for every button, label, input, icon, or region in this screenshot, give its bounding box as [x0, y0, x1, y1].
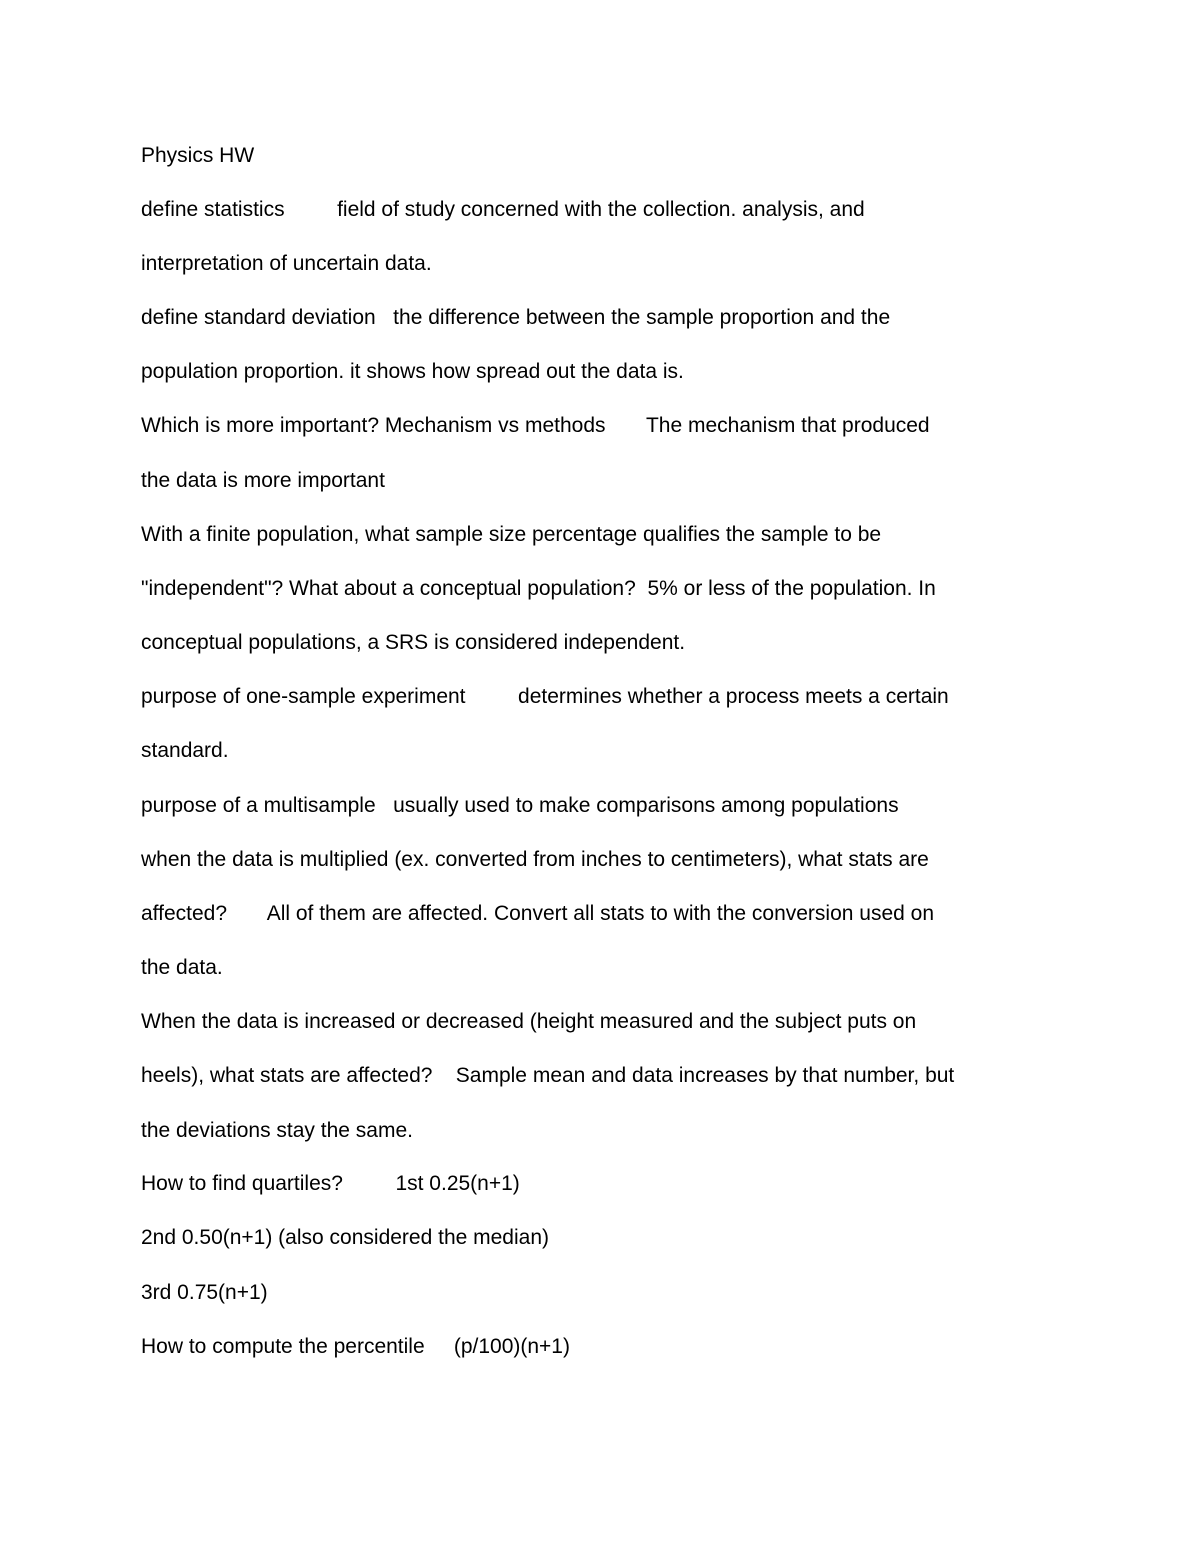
text-line: the data. — [141, 956, 223, 979]
text-line: heels), what stats are affected? Sample mean and data increases by that number, but — [141, 1064, 955, 1087]
text-line: 3rd 0.75(n+1) — [141, 1281, 268, 1304]
text-line: the data is more important — [141, 469, 385, 492]
text-line: How to compute the percentile (p/100)(n+1) — [141, 1335, 570, 1358]
text-line: when the data is multiplied (ex. converted from inches to centimeters), what stats are — [141, 848, 929, 871]
text-line: define statistics field of study concerned with the collection. analysis, and — [141, 198, 865, 221]
text-line: define standard deviation the difference between the sample proportion and the — [141, 306, 891, 329]
text-line: With a finite population, what sample size percentage qualifies the sample to be — [141, 523, 882, 546]
text-line: the deviations stay the same. — [141, 1119, 413, 1142]
text-line: interpretation of uncertain data. — [141, 252, 432, 275]
text-line: population proportion. it shows how spread out the data is. — [141, 360, 684, 383]
text-line: affected? All of them are affected. Convert all stats to with the conversion used on — [141, 902, 935, 925]
document-title: Physics HW — [141, 144, 255, 167]
text-line: purpose of a multisample usually used to make comparisons among populations — [141, 794, 899, 817]
text-line: standard. — [141, 739, 229, 762]
text-line: How to find quartiles? 1st 0.25(n+1) — [141, 1172, 520, 1195]
text-line: 2nd 0.50(n+1) (also considered the median) — [141, 1226, 550, 1249]
text-line: Which is more important? Mechanism vs methods The mechanism that produced — [141, 414, 930, 437]
text-line: conceptual populations, a SRS is considered independent. — [141, 631, 686, 654]
text-line: When the data is increased or decreased (height measured and the subject puts on — [141, 1010, 917, 1033]
text-line: purpose of one-sample experiment determines whether a process meets a certain — [141, 685, 949, 708]
text-line: "independent"? What about a conceptual population? 5% or less of the population. In — [141, 577, 936, 600]
